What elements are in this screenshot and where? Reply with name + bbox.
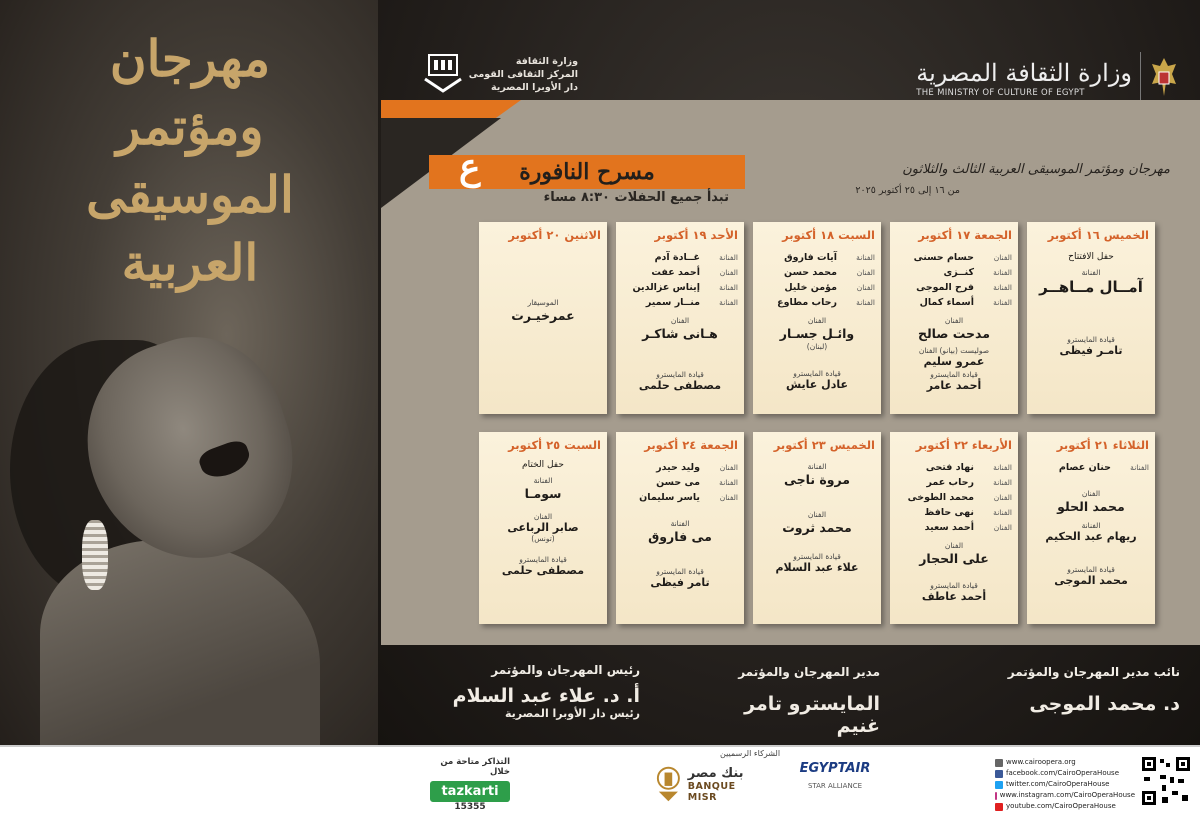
artist-role: الفنانة: [1130, 463, 1149, 472]
social-text: www.instagram.com/CairoOperaHouse: [999, 791, 1135, 799]
artist-role: الفنان: [993, 493, 1012, 502]
artist-role: الفنان: [856, 268, 875, 277]
artist-row: [622, 490, 738, 505]
artist-name: حسام حسنى: [913, 252, 974, 263]
conductor-label: قيادة المايسترو: [656, 567, 704, 576]
headliner-2: صابر الرباعى: [507, 521, 579, 534]
day-card-25: [479, 432, 607, 624]
artist-name: أسماء كمال: [919, 297, 974, 308]
artist-row: [759, 265, 875, 280]
conductor-label: قيادة المايسترو: [519, 555, 567, 564]
portrait-earring: [82, 520, 108, 590]
globe-icon: [995, 759, 1003, 767]
artist-name: فرح الموجى: [916, 282, 974, 293]
title-line: الموسيقى: [86, 165, 294, 224]
social-link-instagram[interactable]: [995, 790, 1135, 801]
social-links: [995, 757, 1135, 812]
artist-name: محمد حسن: [784, 267, 837, 278]
day-date: الجمعة ٢٤ أكتوبر: [644, 438, 738, 452]
artist-row: [896, 295, 1012, 310]
artist-role: الفنان: [993, 253, 1012, 262]
theatre-name: [429, 146, 745, 189]
day-date: الخميس ٢٣ أكتوبر: [773, 438, 875, 452]
instagram-icon: [995, 792, 997, 800]
artist-name: مؤمن خليل: [784, 282, 837, 293]
conductor-label: قيادة المايسترو: [930, 581, 978, 590]
artist-row: [622, 280, 738, 295]
day-date: السبت ٢٥ أكتوبر: [508, 438, 601, 452]
banque-misr-crest-icon: [655, 764, 682, 804]
artist-row: [622, 460, 738, 475]
start-time: تبدأ جميع الحفلات ٨:٣٠ مساء: [543, 190, 729, 205]
event-name: حفل الافتتاح: [1068, 252, 1114, 262]
opera-house-icon: [423, 51, 463, 97]
egypt-eagle-icon: [1140, 52, 1180, 104]
president-title: رئيس دار الأوبرا المصرية: [504, 707, 640, 720]
headliner: محمد الحلو: [1057, 499, 1125, 514]
artist-name: محمد الطوخى: [907, 492, 974, 503]
artist-name: إيناس عزالدين: [632, 282, 700, 293]
festival-name: مهرجان ومؤتمر الموسيقى العربية الثالث والثلاثون: [902, 162, 1170, 177]
social-text: twitter.com/CairoOperaHouse: [1006, 780, 1110, 788]
headliner-2: محمد ثروت: [782, 520, 852, 535]
day-date: الأحد ١٩ أكتوبر: [654, 228, 738, 242]
artist-name: أحمد عفت: [651, 267, 700, 278]
opera-house-logo: [418, 48, 578, 100]
artist-name: ياسر سليمان: [639, 492, 700, 503]
day-card-19: [616, 222, 744, 414]
social-link-website[interactable]: [995, 757, 1135, 768]
headliner: عمرخيـرت: [511, 308, 575, 323]
program-panel: [378, 0, 1200, 745]
social-text: youtube.com/CairoOperaHouse: [1006, 802, 1116, 810]
day-date: الجمعة ١٧ أكتوبر: [918, 228, 1012, 242]
artist-name: رحاب مطاوع: [777, 297, 837, 308]
artist-label-2: الفنانة: [1081, 521, 1101, 530]
theatre-name-text: مسرح النافورة: [519, 159, 655, 185]
director-role: مدير المهرجان والمؤتمر: [738, 665, 880, 679]
conductor-label: قيادة المايسترو: [1067, 565, 1115, 574]
artist-role: الفنانة: [719, 283, 738, 292]
egyptair-logo[interactable]: [790, 761, 880, 790]
deputy-director-credit: [980, 665, 1180, 715]
conductor-name: مصطفى حلمى: [638, 379, 722, 392]
conductor-label: قيادة المايسترو: [656, 370, 704, 379]
artist-row: [896, 490, 1012, 505]
artwork-panel: [0, 0, 378, 745]
headliner-country: (تونس): [531, 534, 555, 543]
tickets-label: التذاكر متاحة من خلال: [440, 757, 510, 777]
artist-name: نهاد فتحى: [925, 462, 974, 473]
day-date: الأربعاء ٢٢ أكتوبر: [915, 438, 1012, 452]
conductor-name: عادل عايش: [786, 378, 848, 391]
artist-name: آيات فاروق: [784, 252, 837, 263]
ministry-name-ar: وزارة الثقافة المصرية: [916, 59, 1132, 87]
banque-name-en: BANQUE MISR: [687, 780, 736, 803]
artist-row: [759, 280, 875, 295]
artist-role: الفنانة: [993, 283, 1012, 292]
qr-code-icon[interactable]: [1140, 755, 1192, 807]
day-date: الاثنين ٢٠ أكتوبر: [508, 228, 601, 242]
conductor-name: تامر فيظى: [650, 576, 710, 589]
headliner: هـانى شاكـر: [642, 326, 718, 341]
headliner: على الحجار: [919, 551, 989, 566]
conductor-name: محمد الموجى: [1054, 574, 1128, 587]
ain-glyph-icon: ع: [459, 146, 481, 188]
title-line: مهرجان: [109, 29, 271, 88]
artist-role: الفنانة: [719, 298, 738, 307]
festival-calligraphy-title: [40, 25, 340, 297]
artist-row: [1033, 460, 1149, 475]
artist-role: الفنان: [856, 283, 875, 292]
social-link-facebook[interactable]: [995, 768, 1135, 779]
artist-label: الموسيقار: [527, 298, 559, 307]
artist-row: [622, 295, 738, 310]
artist-row: [896, 280, 1012, 295]
deputy-name: د. محمد الموجى: [1029, 693, 1180, 715]
star-alliance-label: STAR ALLIANCE: [807, 782, 863, 790]
headliner: وائـل جسـار: [779, 326, 855, 341]
president-credit: [440, 663, 640, 720]
headliner: سومـا: [524, 486, 562, 501]
artist-label: الفنانة: [807, 462, 827, 471]
artist-role: الفنانة: [993, 298, 1012, 307]
conductor-label: قيادة المايسترو: [930, 370, 978, 379]
title-line: العربية: [121, 233, 259, 292]
social-link-youtube[interactable]: [995, 801, 1135, 812]
artist-role: الفنان: [993, 523, 1012, 532]
artist-name: كنــزى: [943, 267, 974, 278]
artist-label: الفنان: [1081, 489, 1101, 498]
opera-line: وزارة الثقافة: [515, 55, 578, 67]
artist-role: الفنان: [719, 463, 738, 472]
opera-line: دار الأوبرا المصرية: [491, 81, 578, 93]
festival-credits: [378, 655, 1200, 743]
conductor-name: أحمد عاطف: [921, 590, 987, 603]
conductor-name: مصطفى حلمى: [501, 564, 585, 577]
artist-row: [622, 475, 738, 490]
artist-row: [896, 475, 1012, 490]
festival-dates: من ١٦ إلى ٢٥ أكتوبر ٢٠٢٥: [855, 185, 960, 196]
artist-name: حنان عصام: [1058, 462, 1111, 473]
sponsor-bar: [0, 745, 1200, 813]
headliner: مروة ناجى: [783, 472, 851, 487]
social-text: facebook.com/CairoOperaHouse: [1006, 769, 1119, 777]
conductor-label: قيادة المايسترو: [1067, 335, 1115, 344]
artist-name: رحاب عمر: [926, 477, 974, 488]
artist-name: غــادة آدم: [654, 252, 700, 263]
artist-role: الفنان: [719, 493, 738, 502]
day-date: الثلاثاء ٢١ أكتوبر: [1056, 438, 1149, 452]
schedule-board: [381, 100, 1200, 645]
banque-misr-logo[interactable]: [655, 759, 765, 809]
artist-row: [759, 295, 875, 310]
artist-row: [896, 265, 1012, 280]
social-text: www.cairoopera.org: [1006, 758, 1076, 766]
day-date: السبت ١٨ أكتوبر: [782, 228, 875, 242]
soloist-label: صوليست (بيانو) الفنان: [918, 346, 990, 355]
opera-line: المركز الثقافى القومى: [468, 68, 578, 80]
conductor-name: أحمد عامر: [926, 379, 982, 392]
day-card-20: [479, 222, 607, 414]
artist-row: [896, 460, 1012, 475]
day-card-16: [1027, 222, 1155, 414]
artist-label: الفنانة: [1081, 268, 1101, 277]
day-date: الخميس ١٦ أكتوبر: [1047, 228, 1149, 242]
artist-label: الفنانة: [533, 476, 553, 485]
artist-label-2: الفنان: [807, 510, 827, 519]
title-line: ومؤتمر: [116, 97, 264, 156]
artist-name: مى حسن: [656, 477, 700, 488]
artist-role: الفنانة: [719, 478, 738, 487]
artist-label: الفنان: [807, 316, 827, 325]
artist-role: الفنانة: [993, 268, 1012, 277]
artist-role: الفنانة: [993, 463, 1012, 472]
egyptair-name: EGYPTAIR: [799, 761, 871, 776]
ministry-logo: [880, 48, 1180, 108]
director-credit: [710, 665, 880, 737]
soloist-name: عمرو سليم: [923, 355, 985, 368]
event-name: حفل الختام: [522, 460, 564, 470]
partners-label: الشركاء الرسميين: [720, 749, 781, 758]
headliner-2: ريهام عبد الحكيم: [1045, 530, 1137, 543]
conductor-name: علاء عبد السلام: [775, 561, 859, 574]
conductor-label: قيادة المايسترو: [793, 369, 841, 378]
headliner: مدحت صالح: [917, 326, 991, 341]
artist-row: [622, 250, 738, 265]
day-card-17: [890, 222, 1018, 414]
artist-role: الفنانة: [856, 298, 875, 307]
tazkarti-logo[interactable]: tazkarti: [430, 781, 510, 802]
day-card-24: [616, 432, 744, 624]
director-name: المايسترو تامر غنيم: [744, 693, 880, 737]
artist-row: [896, 250, 1012, 265]
day-card-22: [890, 432, 1018, 624]
artist-name: وليد حيدر: [656, 462, 700, 473]
tickets-info: [430, 757, 510, 812]
facebook-icon: [995, 770, 1003, 778]
artist-role: الفنان: [719, 268, 738, 277]
artist-row: [759, 250, 875, 265]
headliner-country: (لبنان): [806, 342, 828, 351]
social-link-twitter[interactable]: [995, 779, 1135, 790]
ministry-name-en: THE MINISTRY OF CULTURE OF EGYPT: [916, 88, 1085, 98]
artist-role: الفنانة: [856, 253, 875, 262]
artist-label: الفنان: [944, 541, 964, 550]
day-card-18: [753, 222, 881, 414]
tazkarti-number: 15355: [454, 802, 486, 812]
artist-label: الفنان: [944, 316, 964, 325]
artist-name: نهى حافظ: [924, 507, 974, 518]
artist-name: أحمد سعيد: [924, 522, 974, 533]
artist-label: الفنان: [670, 316, 690, 325]
day-card-23: [753, 432, 881, 624]
artist-role: الفنانة: [993, 478, 1012, 487]
headliner: آمــال مــاهــر: [1039, 278, 1143, 296]
artist-role: الفنانة: [719, 253, 738, 262]
artist-row: [896, 520, 1012, 535]
day-card-21: [1027, 432, 1155, 624]
banque-name-ar: بنك مصر: [687, 765, 744, 781]
conductor-name: تامـر فيظى: [1059, 344, 1123, 357]
artist-name: منــار سمير: [645, 297, 700, 308]
president-role: رئيس المهرجان والمؤتمر: [491, 663, 640, 677]
artist-row: [896, 505, 1012, 520]
deputy-role: نائب مدير المهرجان والمؤتمر: [1007, 665, 1180, 679]
twitter-icon: [995, 781, 1003, 789]
artist-label-2: الفنان: [533, 512, 553, 521]
artist-role: الفنانة: [993, 508, 1012, 517]
artist-label: الفنانة: [670, 519, 690, 528]
artist-row: [622, 265, 738, 280]
conductor-label: قيادة المايسترو: [793, 552, 841, 561]
headliner: مى فاروق: [648, 529, 712, 544]
youtube-icon: [995, 803, 1003, 811]
president-name: أ. د. علاء عبد السلام: [452, 685, 640, 707]
